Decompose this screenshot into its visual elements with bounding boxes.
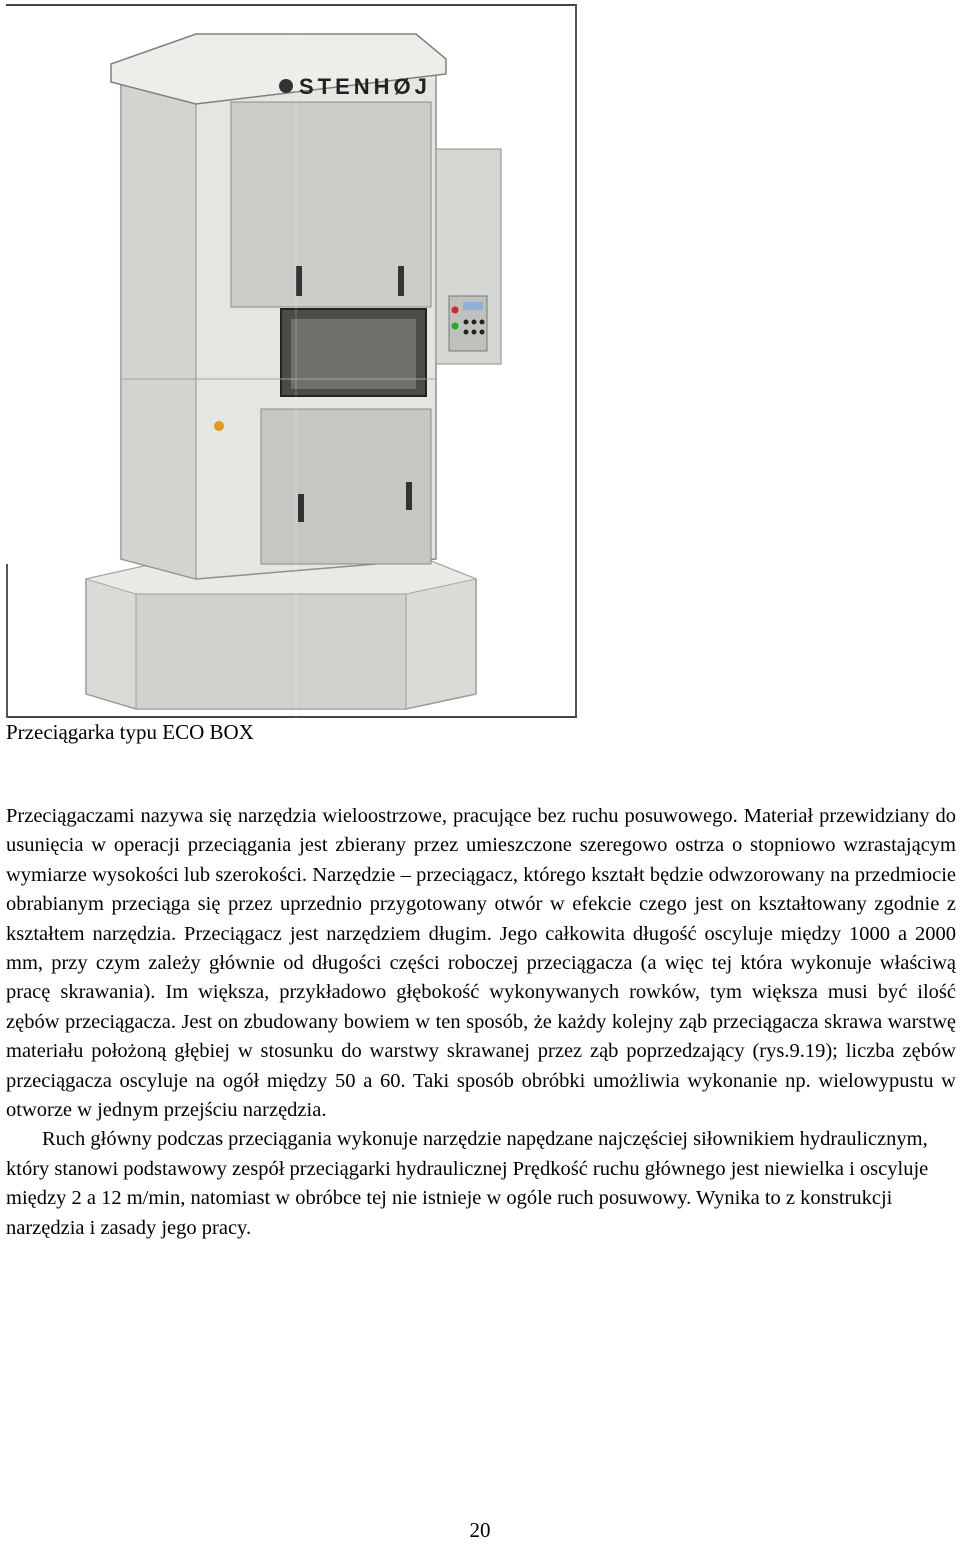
lower-door-handle-left xyxy=(298,494,304,522)
machine-base-front xyxy=(136,594,406,709)
upper-door-handle-left xyxy=(296,266,302,296)
green-button-icon xyxy=(452,323,459,330)
lower-door xyxy=(261,409,431,564)
page-number: 20 xyxy=(469,1518,491,1542)
paragraph-1: Przeciągaczami nazywa się narzędzia wieloostrzowe, pracujące bez ruchu posuwowego. Materiał przewidziany do usunięcia w operacji przeciągania jest zbierany przez umieszczone szeregowo ostrza o stopniowo wzrastającym wymiarze wysokości lub szerokości. Narzędzie – przeciągacz, którego kształt będzie odwzorowany na przedmiocie obrabianym przeciąga się przez uprzednio przygotowany otwór w efekcie czego jest on kształtowany zgodnie z kształtem narzędzia. Przeciągacz jest narzędziem długim. Jego całkowita długość oscyluje między 1000 a 2000 mm, przy czym zależy głównie od długości części roboczej przeciągacza (a więc tej która wykonuje właściwą pracę skrawania). Im większa, przykładowo głębokość wykonywanych rowków, tym większa musi być ilość zębów przeciągacza. Jest on zbudowany bowiem w ten sposób, że każdy kolejny ząb przeciągacza skrawa warstwę materiału położoną głębiej w stosunku do warstwy skrawanej przez ząb poprzedzający (rys.9.19); liczba zębów przeciągacza oscyluje na ogół między 50 a 60. Taki sposób obróbki umożliwia wykonanie np. wielowypustu w otworze w jednym przejściu narzędzia. xyxy=(6,805,956,1122)
upper-door-handle-right xyxy=(398,266,404,296)
lower-door-handle-right xyxy=(406,482,412,510)
body-text xyxy=(6,802,956,1243)
machine-column-side xyxy=(121,79,196,579)
paragraph-2: Ruch główny podczas przeciągania wykonuje narzędzie napędzane najczęściej siłownikiem hydraulicznym, który stanowi podstawowy zespół przeciągarki hydraulicznej Prędkość ruchu głównego jest niewielka i oscyluje między 2 a 12 m/min, natomiast w obróbce tej nie istnieje w ogóle ruch posuwowy. Wynika to z konstrukcji narzędzia i zasady jego pracy. xyxy=(6,1128,929,1239)
logo-text: STENHØJ xyxy=(299,74,431,99)
indicator-lamp-icon xyxy=(214,421,224,431)
broaching-machine-illustration xyxy=(6,4,577,718)
figure-caption: Przeciągarka typu ECO BOX xyxy=(6,720,254,744)
stenhoj-logo xyxy=(279,74,431,99)
machine-photo xyxy=(6,4,577,718)
red-button-icon xyxy=(452,307,459,314)
panel-display xyxy=(463,302,483,310)
